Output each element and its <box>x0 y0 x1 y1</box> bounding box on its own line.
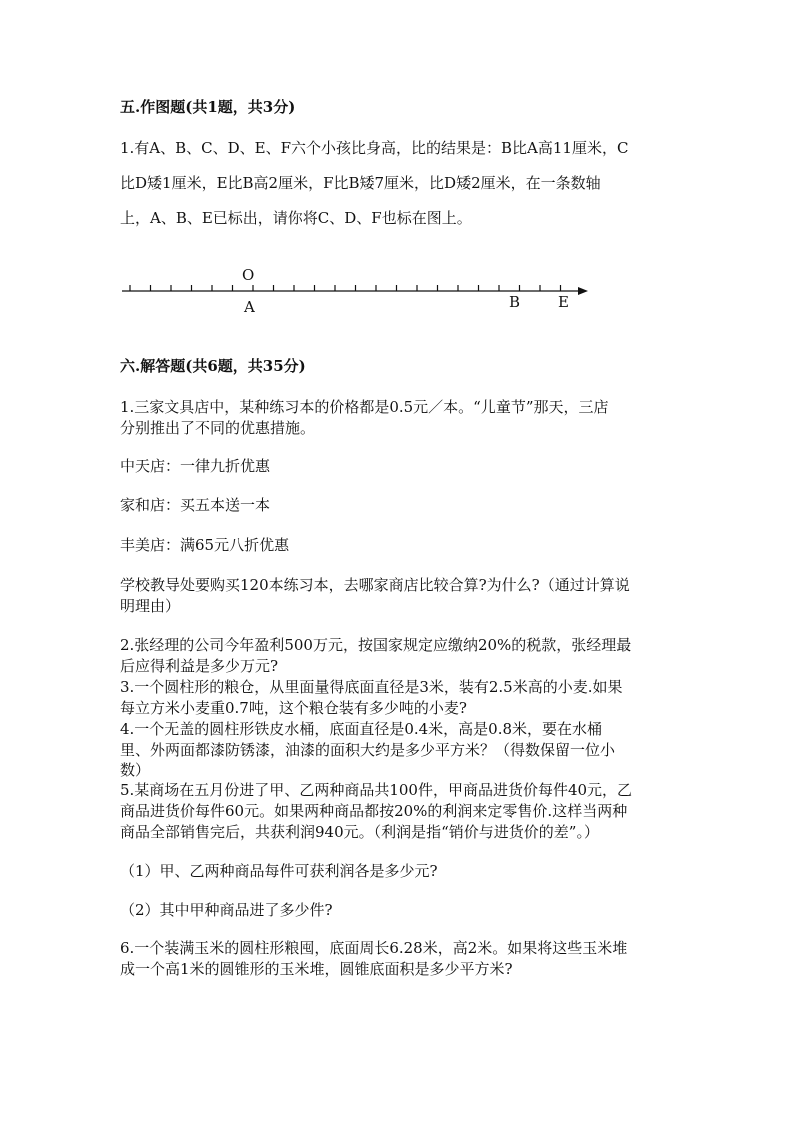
s6-q5-line1: 5.某商场在五月份进了甲、乙两种商品共100件，甲商品进货价每件40元，乙 <box>120 781 633 799</box>
s6-q3-line1: 3.一个圆柱形的粮仓，从里面量得底面直径是3米，装有2.5米高的小麦.如果 <box>120 678 623 696</box>
s6-q5-line3: 商品全部销售完后，共获利润940元。（利润是指“销价与进货价的差”。） <box>120 823 599 841</box>
number-line <box>118 262 598 322</box>
s6-q5-sub1: （1）甲、乙两种商品每件可获利润各是多少元? <box>120 862 438 880</box>
s6-q1-shop1: 中天店：一律九折优惠 <box>120 457 271 475</box>
s6-q1-ask1: 学校教导处要购买120本练习本，去哪家商店比较合算?为什么?（通过计算说 <box>120 576 630 594</box>
s6-q1-line2: 分别推出了不同的优惠措施。 <box>120 419 316 437</box>
section5-heading: 五.作图题(共1题，共3分) <box>120 98 296 116</box>
number-line-ticks <box>130 285 561 291</box>
label-a: A <box>244 298 255 316</box>
s6-q3-line2: 每立方米小麦重0.7吨，这个粮仓装有多少吨的小麦? <box>120 699 467 717</box>
label-origin: O <box>242 266 255 284</box>
label-b: B <box>509 293 521 311</box>
number-line-arrow <box>578 287 588 295</box>
s6-q1-ask2: 明理由） <box>120 597 181 615</box>
label-e: E <box>558 293 569 311</box>
section6-heading: 六.解答题(共6题，共35分) <box>120 357 306 375</box>
s6-q1-line1: 1.三家文具店中，某种练习本的价格都是0.5元／本。“儿童节”那天，三店 <box>120 398 609 416</box>
s6-q1-shop3: 丰美店：满65元八折优惠 <box>120 536 290 554</box>
s6-q5-sub2: （2）其中甲种商品进了多少件? <box>120 901 333 919</box>
s6-q2-line2: 后应得利益是多少万元? <box>120 657 279 675</box>
s6-q6-line2: 成一个高1米的圆锥形的玉米堆，圆锥底面积是多少平方米? <box>120 960 513 978</box>
s6-q4-line1: 4.一个无盖的圆柱形铁皮水桶，底面直径是0.4米，高是0.8米，要在水桶 <box>120 720 603 738</box>
s5-q1-line2: 比D矮1厘米，E比B高2厘米，F比B矮7厘米，比D矮2厘米，在一条数轴 <box>120 174 601 192</box>
s6-q1-shop2: 家和店：买五本送一本 <box>120 496 271 514</box>
s6-q2-line1: 2.张经理的公司今年盈利500万元，按国家规定应缴纳20%的税款，张经理最 <box>120 636 632 654</box>
s5-q1-line3: 上，A、B、E已标出，请你将C、D、F也标在图上。 <box>120 209 472 227</box>
s6-q6-line1: 6.一个装满玉米的圆柱形粮囤，底面周长6.28米，高2米。如果将这些玉米堆 <box>120 939 628 957</box>
s6-q5-line2: 商品进货价每件60元。如果两种商品都按20%的利润来定零售价.这样当两种 <box>120 802 628 820</box>
s6-q4-line3: 数） <box>120 761 151 779</box>
s5-q1-line1: 1.有A、B、C、D、E、F六个小孩比身高，比的结果是：B比A高11厘米，C <box>120 139 629 157</box>
s6-q4-line2: 里、外两面都漆防锈漆，油漆的面积大约是多少平方米？（得数保留一位小 <box>120 741 616 759</box>
